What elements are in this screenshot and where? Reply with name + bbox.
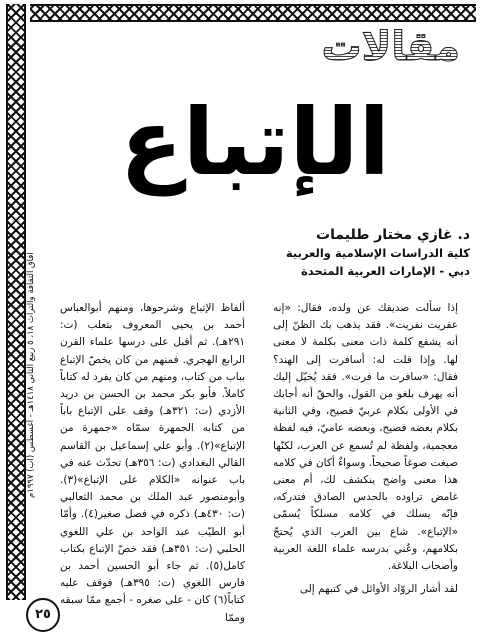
paragraph: لقد أشار الروّاد الأوائل في كتبهم إلى	[299, 583, 458, 596]
body-column-left	[60, 300, 245, 630]
paragraph: إذا سألت صديقك عن ولده، فقال: «إنه عفريت نفريت». فقد يذهب بك الظنّ إلى أنه يشفع كلمة ذات معنى بكلمة لا معنى لها. وإذا قلت له: أسافرت إلى الهند؟ فقال: «سافرت ما فرت». فقد يُخيّل إليك أنه يهرف بلغو من القول، والحقّ أنه أجابك في الأولى بكلام عربيّ فصيح، وفي الثانية بكلام بعضه فصيح، وبعضه عاميّ، فيه لفظة معجمية، ولفظة لم تُسمع عن العرب، لكنّها صيغت صوغاً صحيحاً. وسواءٌ أكان في كلامه هذا معنى واضح ينكشف لك، أم معنى غامض تراوده بالحدس الصادق فتدركه، فإنّه يسلك في كلامه مسلكاً يُسمّى «الإتباع». شاع بين العرب الذي يُحتجّ بكلامهم، وعُني بدرسه علماء اللغة العربية وأصحاب البلاغة.	[273, 302, 458, 573]
author-name: د. غازي مختار طليمات	[316, 227, 470, 243]
author-block	[210, 226, 470, 286]
decorative-side-border	[6, 4, 26, 600]
article-title: الإتباع	[119, 89, 391, 196]
author-affiliation-location: دبي - الإمارات العربية المتحدة	[301, 264, 470, 278]
section-label: مقالات	[310, 22, 460, 72]
page-number: ٢٥	[26, 598, 60, 632]
body-column-right	[273, 300, 458, 630]
decorative-top-border	[30, 4, 476, 22]
paragraph: ألفاظ الإتباع وشرحوها، ومنهم أبوالعباس أحمد بن يحيى المعروف بثعلب (ت: ٢٩١هـ). ثم أقبل على درسها علماء القرن الرابع الهجري. فمنهم من كان يخصّ الإتباع بباب من كتاب، ومنهم من كان يفرد له كتاباً كاملاً. فأبو بكر محمد بن الحسن بن دريد الأزدي (ت: ٣٢١هـ) وقف على الإتباع باباً من كتابه الجمهرة سمّاه «جمهرة من الإتباع»(٢). وأبو علي إسماعيل بن القاسم القالي البغدادي (ت: ٣٥٦هـ) تحدّث عنه في باب عنوانه «الكلام على الإتباع»(٣). وأبومنصور عبد الملك بن محمد الثعالبي (ت: ٤٣٠هـ) ذكره في فصل صغير(٤). وأمّا أبو الطيّب عبد الواحد بن علي اللغوي الحلبي (ت: ٣٥١هـ) فقد خصّ الإتباع بكتاب كامل(٥). ثم جاء أبو الحسين أحمد بن فارس اللغوي (ت: ٣٩٥هـ) فوقف عليه كتاباً(٦) كان - على صغره - أجمع ممّا سبقه وممّا	[60, 302, 245, 624]
author-affiliation-college: كلية الدراسات الإسلامية والعربية	[285, 246, 470, 260]
journal-issue-info: آفاق الثقافة والتراث ١٨، ٥ ربيع الثاني ١٤١٨هـ - أغسطس (آب) ١٩٩٧م	[26, 252, 36, 498]
